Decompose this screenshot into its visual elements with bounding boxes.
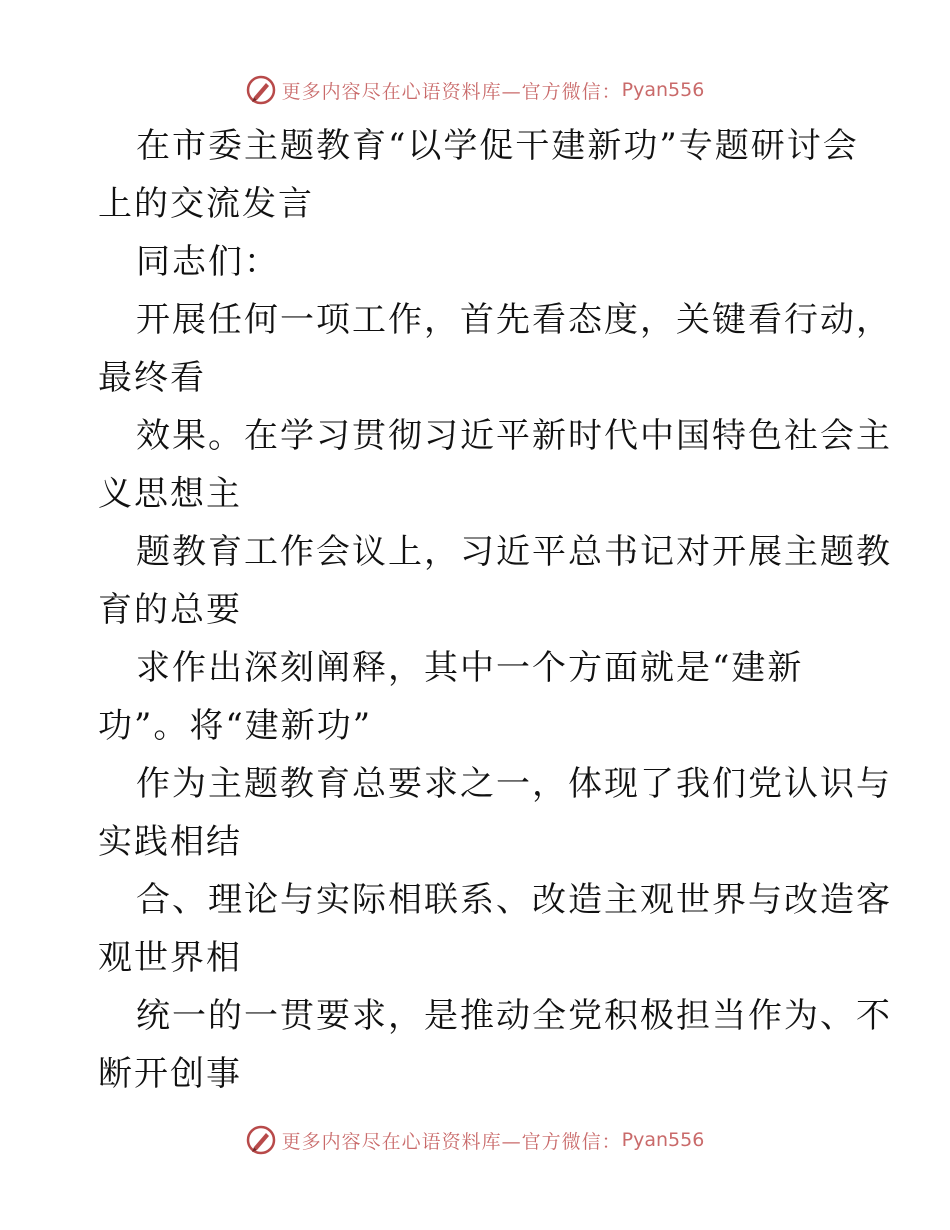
- text-line: 功”。将“建新功”: [98, 706, 373, 746]
- text-line: 观世界相: [98, 938, 242, 978]
- text-line: 实践相结: [98, 822, 242, 862]
- text-line: 作为主题教育总要求之一，体现了我们党认识与: [136, 764, 892, 804]
- text-line: 求作出深刻阐释，其中一个方面就是“建新: [136, 648, 804, 688]
- text-line: 统一的一贯要求，是推动全党积极担当作为、不: [136, 996, 892, 1036]
- watermark-banner-bottom: [0, 1120, 950, 1160]
- text-line: 义思想主: [98, 474, 242, 514]
- pen-logo-icon: [246, 1125, 276, 1155]
- text-line: 在市委主题教育“以学促干建新功”专题研讨会: [136, 126, 859, 166]
- watermark-text: 更多内容尽在心语资料库—官方微信：: [281, 80, 622, 103]
- text-line: 同志们：: [136, 242, 280, 282]
- document-body: [98, 117, 892, 1103]
- watermark-banner-top: [0, 70, 950, 110]
- watermark-wechat-id: Pyan556: [621, 1129, 705, 1151]
- text-line: 开展任何一项工作，首先看态度，关键看行动，: [136, 300, 892, 340]
- text-line: 断开创事: [98, 1054, 242, 1094]
- text-line: 最终看: [98, 358, 206, 398]
- text-line: 效果。在学习贯彻习近平新时代中国特色社会主: [136, 416, 892, 456]
- text-line: 上的交流发言: [98, 184, 314, 224]
- text-line: 合、理论与实际相联系、改造主观世界与改造客: [136, 880, 892, 920]
- text-line: 题教育工作会议上，习近平总书记对开展主题教: [136, 532, 892, 572]
- pen-logo-icon: [246, 75, 276, 105]
- watermark-text: 更多内容尽在心语资料库—官方微信：: [281, 1130, 622, 1153]
- watermark-wechat-id: Pyan556: [621, 79, 705, 101]
- text-line: 育的总要: [98, 590, 242, 630]
